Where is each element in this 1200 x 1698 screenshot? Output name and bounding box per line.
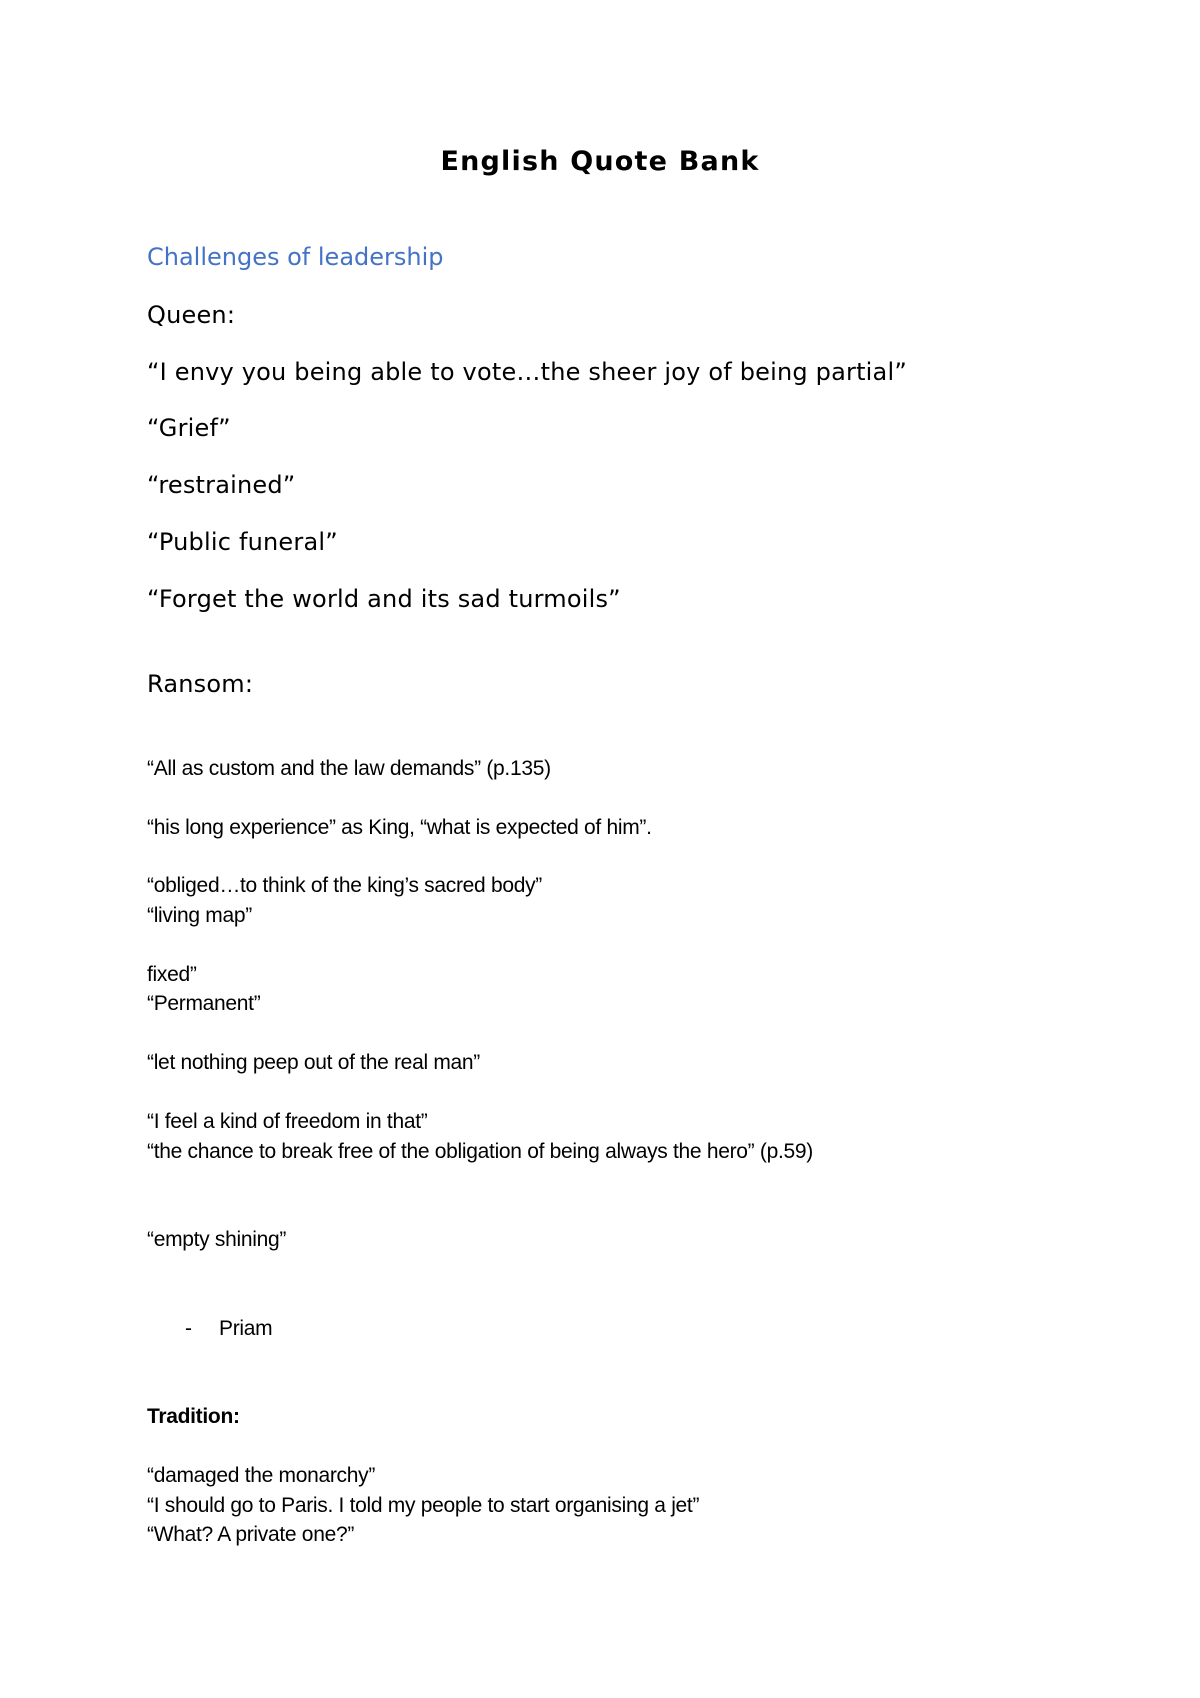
ransom-quote: “the chance to break free of the obligation of being always the hero” (p.59)	[147, 1140, 813, 1163]
queen-quote: “Public funeral”	[147, 528, 338, 556]
ransom-quote: “Permanent”	[147, 992, 261, 1015]
ransom-quote: “obliged…to think of the king’s sacred body”	[147, 874, 542, 897]
document-title: English Quote Bank	[440, 146, 760, 177]
queen-quote: “Grief”	[147, 414, 231, 442]
queen-label: Queen:	[147, 301, 236, 329]
ransom-quote: “empty shining”	[147, 1228, 287, 1251]
tradition-quote: “damaged the monarchy”	[147, 1464, 376, 1487]
ransom-quote: “I feel a kind of freedom in that”	[147, 1110, 428, 1133]
ransom-label: Ransom:	[147, 670, 254, 698]
queen-quote: “I envy you being able to vote…the sheer joy of being partial”	[147, 358, 907, 386]
queen-quote: “restrained”	[147, 471, 296, 499]
tradition-label: Tradition:	[147, 1405, 240, 1428]
bullet-item: Priam	[219, 1317, 273, 1340]
tradition-quote: “I should go to Paris. I told my people to start organising a jet”	[147, 1494, 700, 1517]
ransom-quote: “living map”	[147, 904, 252, 927]
ransom-quote: fixed”	[147, 963, 197, 986]
queen-quote: “Forget the world and its sad turmoils”	[147, 585, 621, 613]
section-heading: Challenges of leadership	[147, 243, 444, 271]
ransom-quote: “let nothing peep out of the real man”	[147, 1051, 480, 1074]
ransom-quote: “All as custom and the law demands” (p.135)	[147, 757, 551, 780]
bullet-dash: -	[185, 1317, 192, 1340]
ransom-quote: “his long experience” as King, “what is expected of him”.	[147, 816, 652, 839]
tradition-quote: “What? A private one?”	[147, 1523, 355, 1546]
